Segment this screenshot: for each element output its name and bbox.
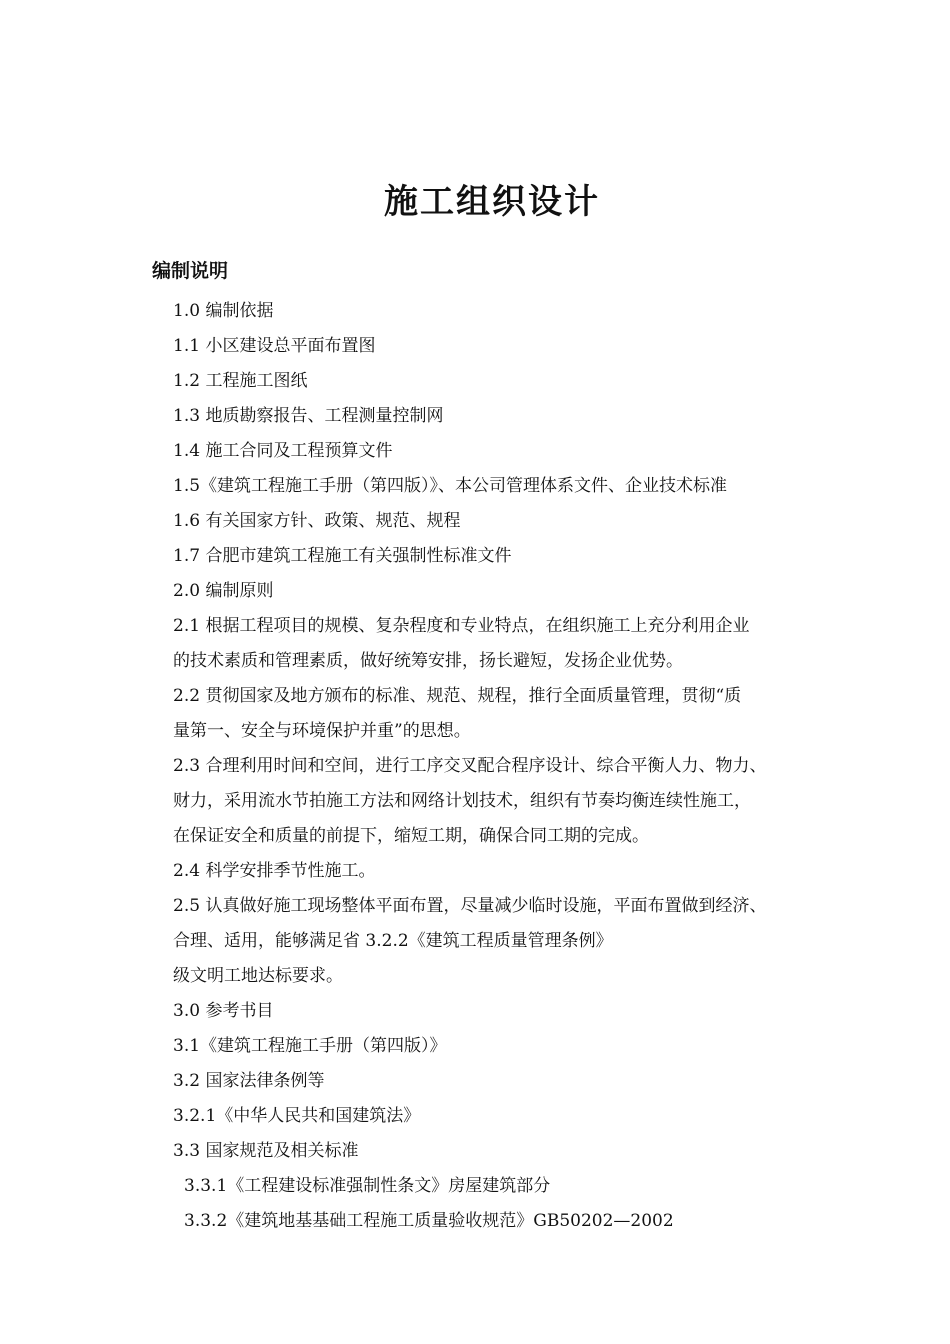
text-line: 3.2 国家法律条例等 [173,1071,325,1091]
text-line: 合理、适用，能够满足省 3.2.2《建筑工程质量管理条例》 [173,931,613,951]
document-title: 施工组织设计 [384,182,600,222]
text-line: 2.5 认真做好施工现场整体平面布置，尽量减少临时设施，平面布置做到经济、 [173,896,767,916]
text-line: 1.6 有关国家方针、政策、规范、规程 [173,511,461,531]
text-line: 1.0 编制依据 [173,301,274,321]
text-line: 级文明工地达标要求。 [173,966,343,986]
text-line: 3.3.1《工程建设标准强制性条文》房屋建筑部分 [184,1176,551,1196]
text-line: 1.1 小区建设总平面布置图 [173,336,376,356]
text-line: 的技术素质和管理素质，做好统筹安排，扬长避短，发扬企业优势。 [173,651,683,671]
text-line: 2.3 合理利用时间和空间，进行工序交叉配合程序设计、综合平衡人力、物力、 [173,756,767,776]
text-line: 1.3 地质勘察报告、工程测量控制网 [173,406,444,426]
text-line: 1.7 合肥市建筑工程施工有关强制性标准文件 [173,546,512,566]
text-line: 2.4 科学安排季节性施工。 [173,861,376,881]
text-line: 3.3 国家规范及相关标准 [173,1141,359,1161]
text-line: 2.2 贯彻国家及地方颁布的标准、规范、规程，推行全面质量管理，贯彻“质 [173,686,742,706]
section-heading: 编制说明 [152,260,229,282]
text-line: 量第一、安全与环境保护并重”的思想。 [173,721,471,741]
text-line: 1.2 工程施工图纸 [173,371,308,391]
text-line: 1.5《建筑工程施工手册（第四版）》、本公司管理体系文件、企业技术标准 [173,476,728,496]
text-line: 1.4 施工合同及工程预算文件 [173,441,393,461]
text-line: 2.1 根据工程项目的规模、复杂程度和专业特点，在组织施工上充分利用企业 [173,616,750,636]
text-line: 在保证安全和质量的前提下，缩短工期，确保合同工期的完成。 [173,826,649,846]
text-line: 财力，采用流水节拍施工方法和网络计划技术，组织有节奏均衡连续性施工， [173,791,751,811]
document-body [173,294,853,1239]
text-line: 3.0 参考书目 [173,1001,274,1021]
text-line: 3.1《建筑工程施工手册（第四版）》 [173,1036,447,1056]
text-line: 2.0 编制原则 [173,581,274,601]
text-line: 3.2.1《中华人民共和国建筑法》 [173,1106,421,1126]
text-line: 3.3.2《建筑地基基础工程施工质量验收规范》GB50202—2002 [184,1211,674,1231]
